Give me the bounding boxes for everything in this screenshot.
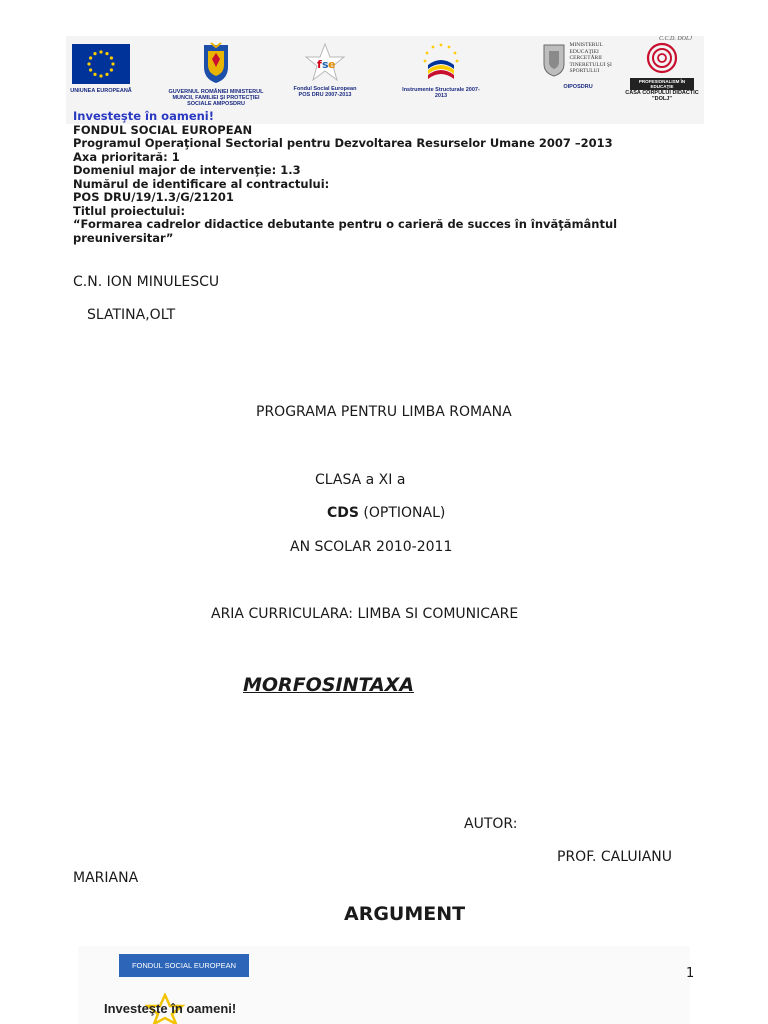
svg-text:s: s: [322, 58, 329, 71]
program-title: PROGRAMA PENTRU LIMBA ROMANA: [256, 404, 512, 420]
government-logo-caption: GUVERNUL ROMÂNIEI MINISTERUL MUNCII, FAMILIEI ŞI PROTECŢIEI SOCIALE AMPOSDRU: [168, 89, 264, 107]
cds-note: (OPTIONAL): [358, 505, 446, 521]
header-line: Numărul de identificare al contractului:: [73, 176, 330, 191]
header-line: POS DRU/19/1.3/G/21201: [73, 190, 234, 204]
curricular-area: ARIA CURRICULARA: LIMBA SI COMUNICARE: [211, 606, 519, 622]
ministry-name-text: MINISTERUL EDUCAŢIEI CERCETĂRII TINERETULUI ŞI SPORTULUI: [569, 42, 612, 74]
casa-corpului-didactic-logo-icon: [642, 42, 682, 74]
structural-instruments-caption: Instrumente Structurale 2007-2013: [402, 87, 480, 99]
school-year: AN SCOLAR 2010-2011: [290, 539, 453, 555]
footer-slogan: Investeşte în oameni!: [104, 1001, 237, 1016]
header-line: Programul Operaţional Sectorial pentru Dezvoltarea Resurselor Umane 2007 –2013: [73, 136, 613, 150]
svg-text:e: e: [328, 58, 336, 71]
header-line: Domeniul major de intervenţie: 1.3: [73, 163, 301, 177]
romania-coat-of-arms-icon: [201, 41, 231, 85]
government-logo: [166, 36, 266, 107]
header-line: Axa prioritară: 1: [73, 149, 180, 164]
svg-text:f: f: [317, 58, 322, 71]
ministry-education-logo-icon: [541, 42, 567, 78]
header-line: Titlul proiectului:: [73, 203, 186, 218]
fse-logo-caption: Fondul Social European POS DRU 2007-2013: [293, 86, 357, 98]
header-line: “Formarea cadrelor didactice debutante pentru o carieră de succes în învăţământul: [73, 217, 618, 231]
ccd-dolj-logo: [624, 36, 700, 102]
subject-title: MORFOSINTAXA: [243, 674, 415, 696]
class-line: CLASA a XI a: [315, 472, 406, 488]
author-name-part1: PROF. CALUIANU: [557, 849, 673, 865]
page-number: 1: [686, 966, 695, 981]
structural-instruments-logo: [400, 36, 482, 99]
eu-logo: [66, 36, 136, 94]
author-label: AUTOR:: [464, 816, 518, 832]
cds-label: CDS: [327, 505, 359, 521]
header-line: preuniversitar”: [73, 230, 174, 245]
cds-line: [327, 505, 445, 521]
ccd-dolj-top-text: C.C.D. DOLJ: [658, 36, 692, 42]
project-header: [73, 110, 617, 245]
fse-logo: [288, 36, 362, 98]
eu-flag-icon: [72, 44, 130, 84]
section-heading: ARGUMENT: [344, 903, 466, 925]
footer-fse-banner: FONDUL SOCIAL EUROPEAN: [119, 954, 249, 977]
school-name: C.N. ION MINULESCU: [73, 274, 220, 290]
author-name-part2: MARIANA: [73, 870, 139, 886]
structural-instruments-logo-icon: [418, 41, 464, 83]
eu-logo-caption: UNIUNEA EUROPEANĂ: [70, 88, 132, 94]
ccd-banner: PROFESIONALISM ÎN EDUCAŢIE: [630, 78, 694, 90]
fse-star-logo-icon: [303, 42, 347, 82]
header-line: FONDUL SOCIAL EUROPEAN: [73, 122, 253, 137]
oiposdru-caption: OIPOSDRU: [563, 84, 593, 90]
school-location: SLATINA,OLT: [87, 307, 176, 323]
slogan-text: Investeşte în oameni!: [73, 109, 214, 123]
ccd-dolj-caption: CASA CORPULUI DIDACTIC "DOLJ": [625, 90, 699, 102]
ministry-education-logo: [536, 36, 620, 90]
